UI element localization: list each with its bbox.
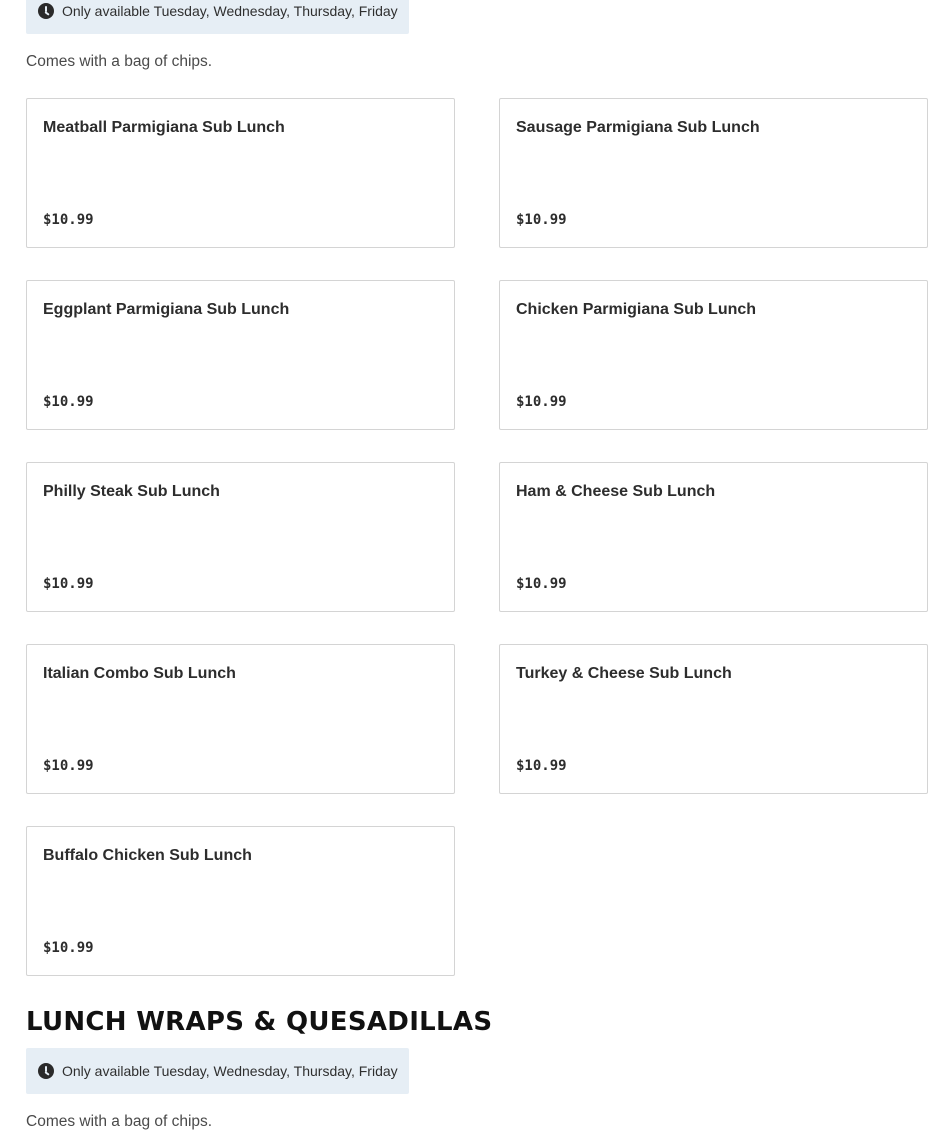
menu-item-name: Sausage Parmigiana Sub Lunch [516,119,760,136]
menu-item-price: $10.99 [43,394,94,410]
menu-item-card[interactable] [26,462,455,612]
menu-item-card[interactable] [26,280,455,430]
section-description: Comes with a bag of chips. [26,53,213,70]
section-description: Comes with a bag of chips. [26,1113,213,1130]
menu-item-price: $10.99 [43,940,94,956]
menu-item-price: $10.99 [516,758,567,774]
clock-icon [38,3,54,19]
menu-item-name: Eggplant Parmigiana Sub Lunch [43,301,290,318]
menu-item-price: $10.99 [516,394,567,410]
menu-item-name: Meatball Parmigiana Sub Lunch [43,119,285,136]
menu-item-price: $10.99 [43,212,94,228]
menu-item-card[interactable] [499,280,928,430]
availability-text: Only available Tuesday, Wednesday, Thursday, Friday [62,3,398,19]
section-heading: LUNCH WRAPS & QUESADILLAS [26,1007,493,1037]
menu-item-card[interactable] [499,462,928,612]
menu-item-card[interactable] [26,98,455,248]
menu-item-price: $10.99 [43,576,94,592]
menu-item-price: $10.99 [43,758,94,774]
menu-item-card[interactable] [499,644,928,794]
menu-item-name: Italian Combo Sub Lunch [43,665,236,682]
menu-item-name: Philly Steak Sub Lunch [43,483,220,500]
menu-item-card[interactable] [499,98,928,248]
availability-badge [26,0,409,34]
menu-item-card[interactable] [26,644,455,794]
menu-item-card[interactable] [26,826,455,976]
clock-icon [38,1063,54,1079]
availability-badge [26,1048,409,1094]
menu-item-name: Chicken Parmigiana Sub Lunch [516,301,757,318]
menu-item-price: $10.99 [516,212,567,228]
menu-item-name: Ham & Cheese Sub Lunch [516,483,716,500]
availability-text: Only available Tuesday, Wednesday, Thursday, Friday [62,1063,398,1079]
menu-item-name: Buffalo Chicken Sub Lunch [43,847,252,864]
menu-item-name: Turkey & Cheese Sub Lunch [516,665,732,682]
menu-item-price: $10.99 [516,576,567,592]
